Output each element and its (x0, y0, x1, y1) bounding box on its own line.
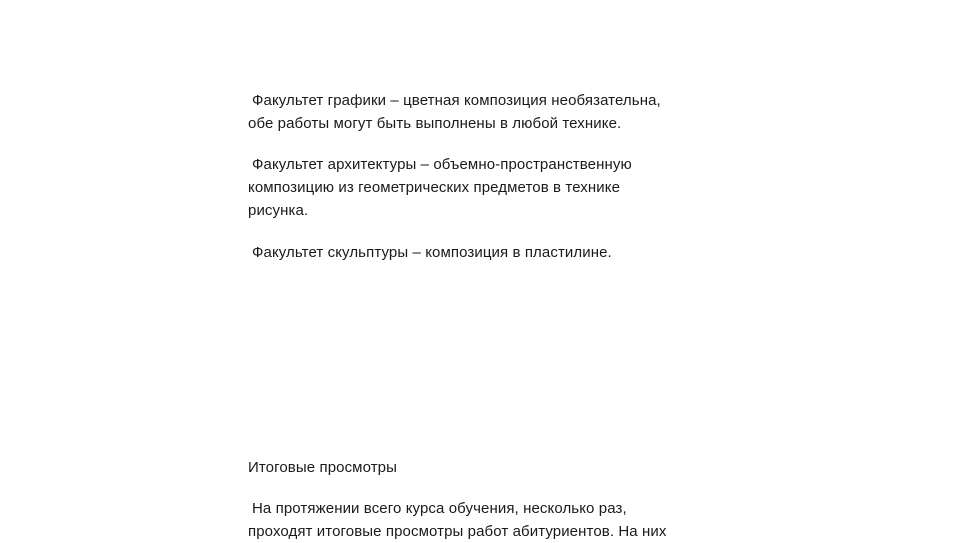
text-line: Факультет графики – цветная композиция необязательна, (252, 92, 661, 109)
heading-text: Итоговые просмотры (248, 459, 397, 476)
paragraph-final-reviews (248, 497, 728, 543)
text-line: На протяжении всего курса обучения, несколько раз, (252, 500, 627, 517)
text-line: Факультет архитектуры – объемно-пространственную (252, 156, 632, 173)
text-line: Факультет скульптуры – композиция в пластилине. (252, 244, 612, 261)
paragraph-architecture-faculty (248, 153, 728, 222)
section-heading (248, 456, 728, 479)
text-line: проходят итоговые просмотры работ абитуриентов. На них (248, 523, 667, 540)
paragraph-graphics-faculty (248, 89, 728, 135)
paragraph-sculpture-faculty (248, 241, 728, 264)
text-line: рисунка. (248, 202, 309, 219)
text-line: обе работы могут быть выполнены в любой технике. (248, 115, 622, 132)
text-line: композицию из геометрических предметов в технике (248, 179, 621, 196)
